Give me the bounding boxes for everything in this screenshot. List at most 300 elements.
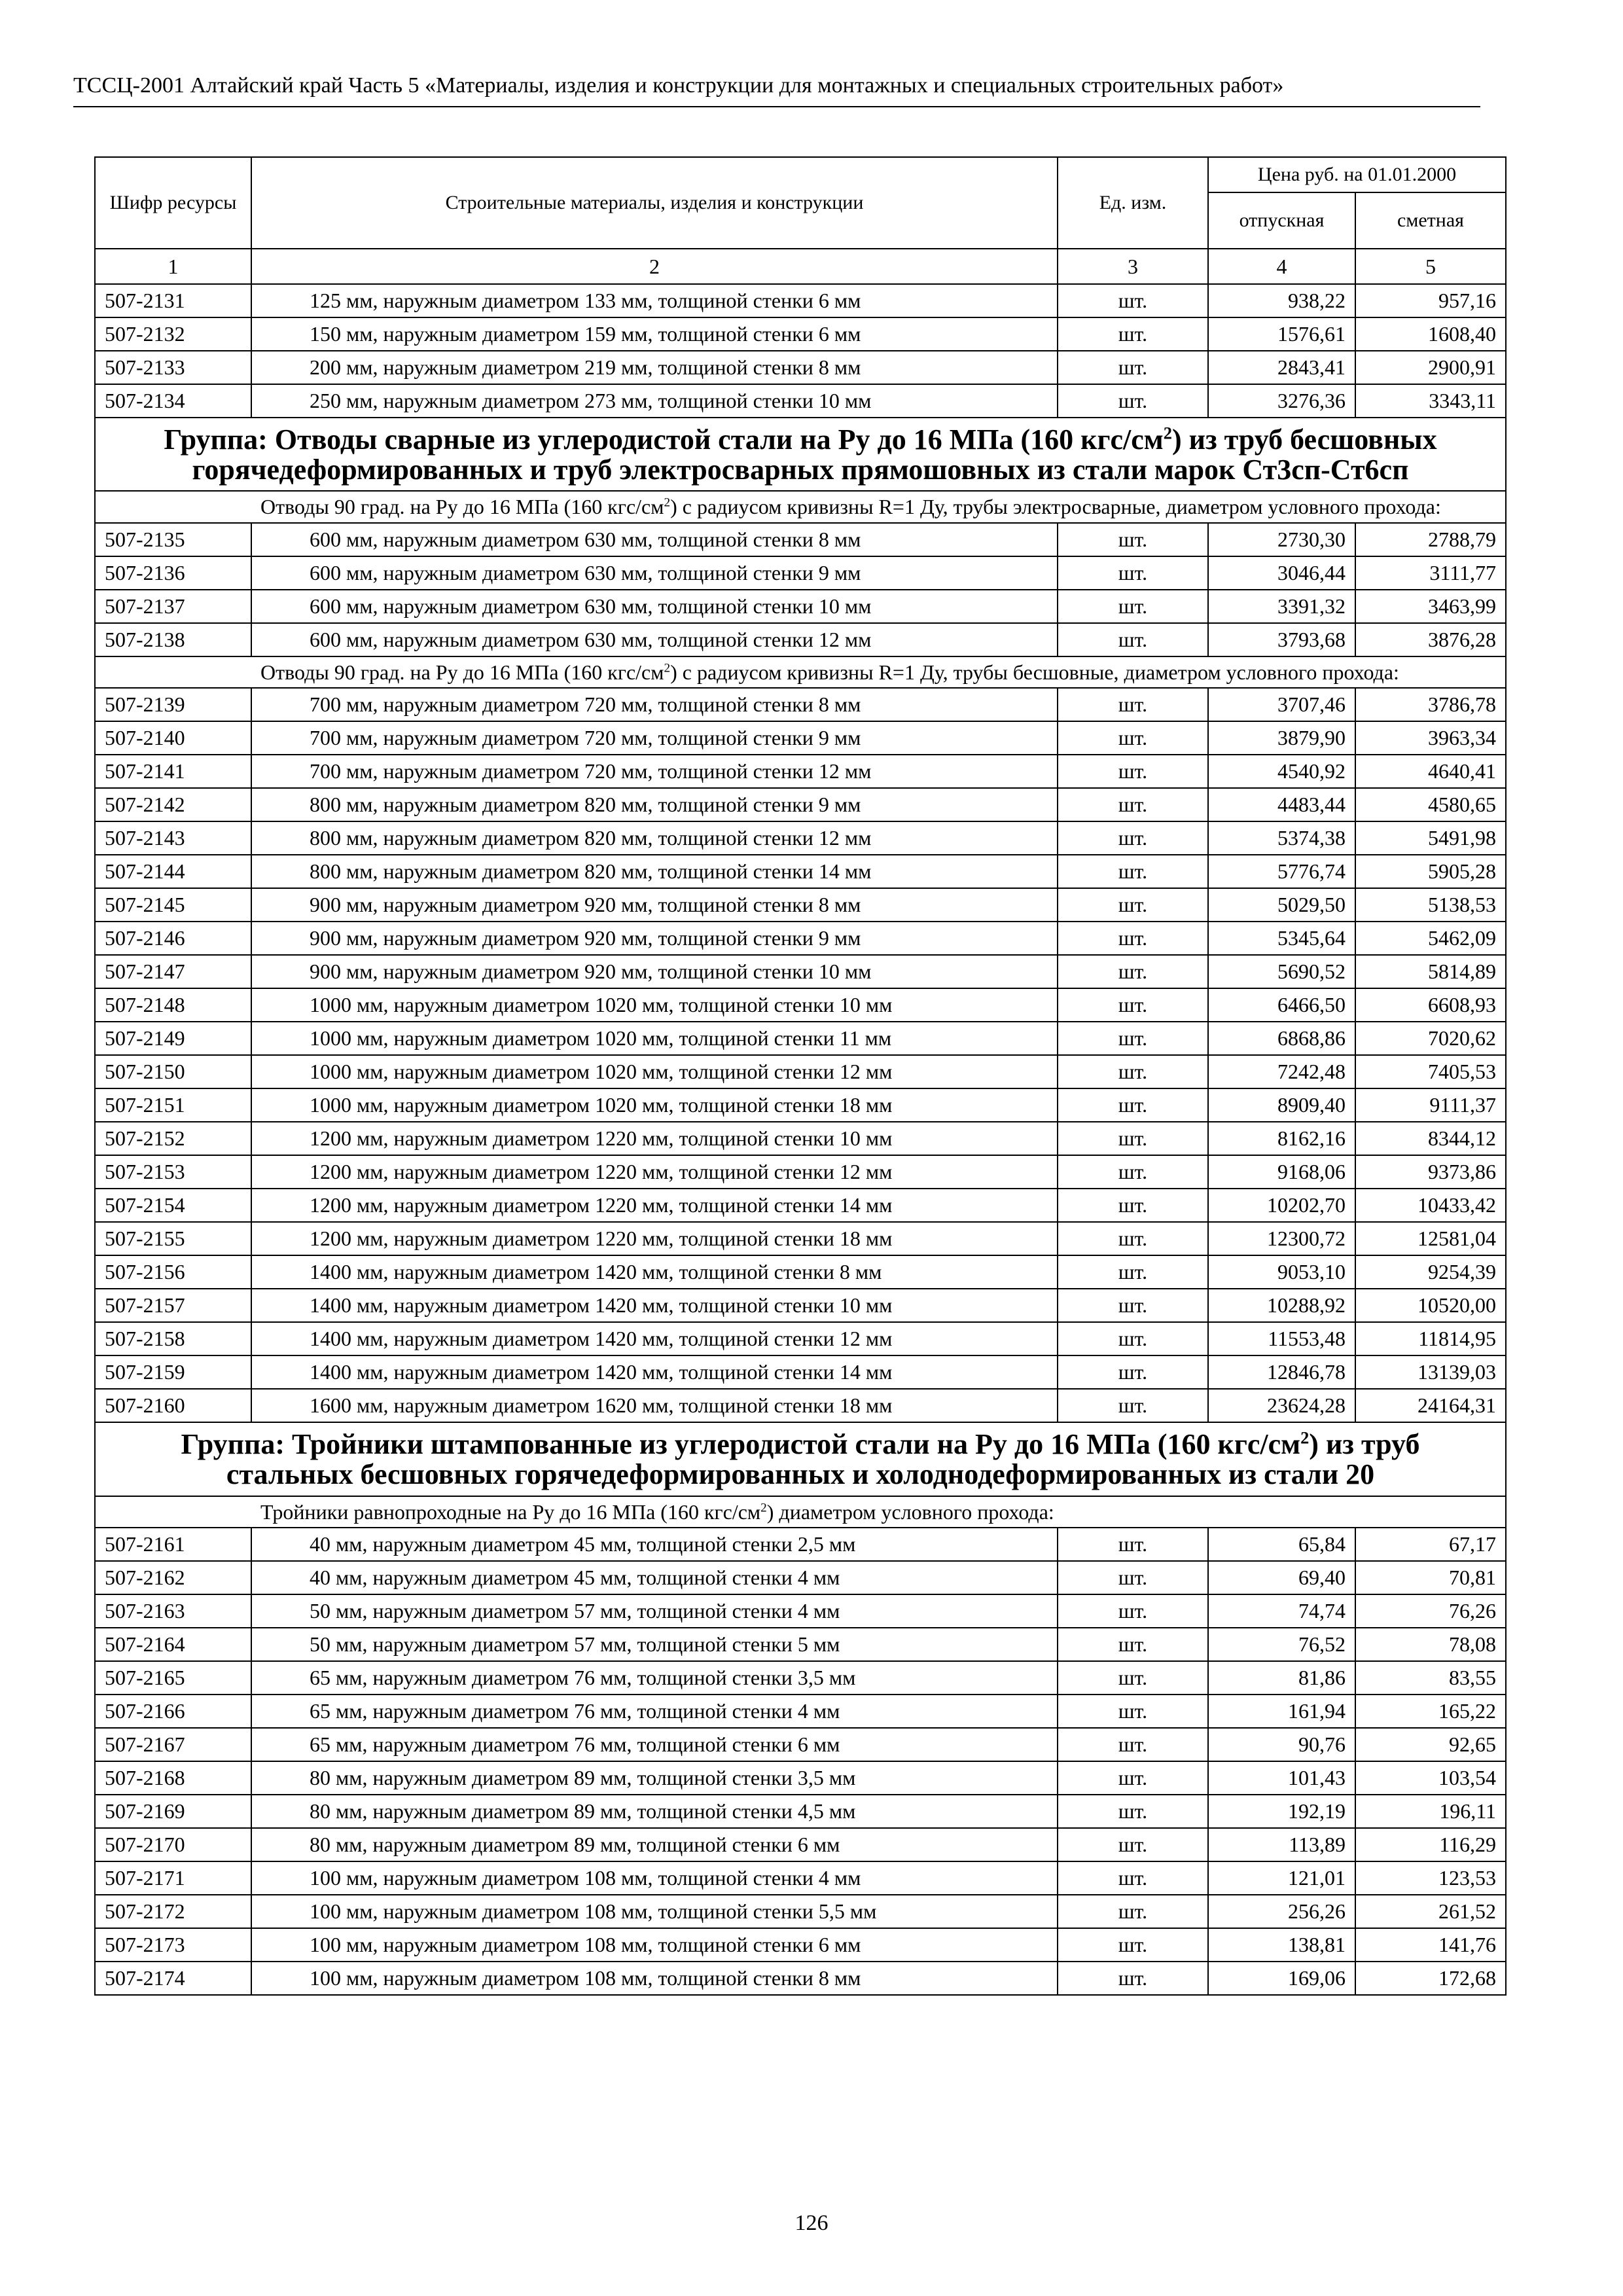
table-row — [95, 1928, 1506, 1962]
table-row — [95, 317, 1506, 351]
header-code: Шифр ресурсы — [95, 157, 251, 249]
item-description: 600 мм, наружным диаметром 630 мм, толщиной стенки 10 мм — [251, 590, 1058, 623]
table-row — [95, 1695, 1506, 1728]
price-release: 2843,41 — [1208, 351, 1355, 384]
title-text: Отводы 90 град. на Ру до 16 МПа (160 кгс/см — [260, 495, 664, 519]
item-description: 600 мм, наружным диаметром 630 мм, толщиной стенки 8 мм — [251, 523, 1058, 556]
resource-code: 507-2149 — [95, 1022, 251, 1055]
unit: шт. — [1058, 384, 1208, 418]
price-estimate: 3786,78 — [1355, 688, 1506, 721]
superscript: 2 — [1163, 423, 1172, 443]
superscript: 2 — [1300, 1427, 1310, 1448]
price-estimate: 116,29 — [1355, 1828, 1506, 1861]
price-release: 12300,72 — [1208, 1222, 1355, 1255]
resource-code: 507-2150 — [95, 1055, 251, 1088]
price-estimate: 123,53 — [1355, 1861, 1506, 1895]
price-estimate: 7405,53 — [1355, 1055, 1506, 1088]
price-estimate: 13139,03 — [1355, 1355, 1506, 1389]
title-text: ) с радиусом кривизны R=1 Ду, трубы электросварные, диаметром условного прохода: — [670, 495, 1441, 519]
table-row — [95, 1088, 1506, 1122]
price-estimate: 3343,11 — [1355, 384, 1506, 418]
table-row — [95, 623, 1506, 656]
price-release: 3879,90 — [1208, 721, 1355, 755]
unit: шт. — [1058, 1189, 1208, 1222]
item-description: 1600 мм, наружным диаметром 1620 мм, толщиной стенки 18 мм — [251, 1389, 1058, 1422]
price-release: 12846,78 — [1208, 1355, 1355, 1389]
price-release: 90,76 — [1208, 1728, 1355, 1761]
subgroup-header-row — [95, 1496, 1506, 1528]
price-release: 4540,92 — [1208, 755, 1355, 788]
price-release: 5690,52 — [1208, 955, 1355, 988]
table-row — [95, 1661, 1506, 1695]
table-row — [95, 1962, 1506, 1995]
table-row — [95, 1155, 1506, 1189]
price-release: 169,06 — [1208, 1962, 1355, 1995]
item-description: 1000 мм, наружным диаметром 1020 мм, толщиной стенки 18 мм — [251, 1088, 1058, 1122]
price-estimate: 2900,91 — [1355, 351, 1506, 384]
table-row — [95, 1628, 1506, 1661]
resource-code: 507-2139 — [95, 688, 251, 721]
resource-code: 507-2168 — [95, 1761, 251, 1795]
title-text: Группа: Отводы сварные из углеродистой стали на Ру до 16 МПа (160 кгс/см — [164, 423, 1164, 456]
resource-code: 507-2171 — [95, 1861, 251, 1895]
group-header-row — [95, 418, 1506, 491]
price-release: 6466,50 — [1208, 988, 1355, 1022]
unit: шт. — [1058, 855, 1208, 888]
unit: шт. — [1058, 1055, 1208, 1088]
header-price: Цена руб. на 01.01.2000 — [1208, 157, 1506, 192]
document-header: ТССЦ-2001 Алтайский край Часть 5 «Материалы, изделия и конструкции для монтажных и специальных строительных работ» — [73, 73, 1284, 98]
unit: шт. — [1058, 721, 1208, 755]
group-title — [95, 1422, 1506, 1496]
resource-code: 507-2158 — [95, 1322, 251, 1355]
item-description: 100 мм, наружным диаметром 108 мм, толщиной стенки 4 мм — [251, 1861, 1058, 1895]
unit: шт. — [1058, 788, 1208, 821]
price-release: 3793,68 — [1208, 623, 1355, 656]
price-release: 113,89 — [1208, 1828, 1355, 1861]
item-description: 800 мм, наружным диаметром 820 мм, толщиной стенки 12 мм — [251, 821, 1058, 855]
column-number: 2 — [251, 249, 1058, 284]
price-release: 74,74 — [1208, 1594, 1355, 1628]
unit: шт. — [1058, 1222, 1208, 1255]
resource-code: 507-2173 — [95, 1928, 251, 1962]
item-description: 125 мм, наружным диаметром 133 мм, толщиной стенки 6 мм — [251, 284, 1058, 317]
unit: шт. — [1058, 590, 1208, 623]
table-row — [95, 922, 1506, 955]
unit: шт. — [1058, 1528, 1208, 1561]
unit: шт. — [1058, 1661, 1208, 1695]
price-estimate: 957,16 — [1355, 284, 1506, 317]
price-estimate: 9254,39 — [1355, 1255, 1506, 1289]
price-release: 23624,28 — [1208, 1389, 1355, 1422]
table-row — [95, 1022, 1506, 1055]
superscript: 2 — [760, 1500, 767, 1515]
group-title — [95, 418, 1506, 491]
subgroup-header-row — [95, 656, 1506, 688]
price-release: 5776,74 — [1208, 855, 1355, 888]
unit: шт. — [1058, 556, 1208, 590]
subgroup-header-row — [95, 491, 1506, 522]
item-description: 1000 мм, наружным диаметром 1020 мм, толщиной стенки 11 мм — [251, 1022, 1058, 1055]
resource-code: 507-2134 — [95, 384, 251, 418]
table-row — [95, 1594, 1506, 1628]
unit: шт. — [1058, 821, 1208, 855]
unit: шт. — [1058, 1088, 1208, 1122]
price-table — [94, 156, 1507, 1996]
resource-code: 507-2133 — [95, 351, 251, 384]
title-text: ) из труб бесшовных горячедеформированных и труб электросварных прямошовных из стали марок Ст3сп-Ст6сп — [192, 423, 1437, 486]
subgroup-title — [251, 656, 1506, 688]
price-release: 3046,44 — [1208, 556, 1355, 590]
table-row — [95, 1895, 1506, 1928]
price-estimate: 11814,95 — [1355, 1322, 1506, 1355]
title-text: Тройники равнопроходные на Ру до 16 МПа (160 кгс/см — [260, 1499, 761, 1524]
unit: шт. — [1058, 1389, 1208, 1422]
item-description: 700 мм, наружным диаметром 720 мм, толщиной стенки 12 мм — [251, 755, 1058, 788]
item-description: 1400 мм, наружным диаметром 1420 мм, толщиной стенки 12 мм — [251, 1322, 1058, 1355]
price-estimate: 103,54 — [1355, 1761, 1506, 1795]
price-estimate: 6608,93 — [1355, 988, 1506, 1022]
price-release: 1576,61 — [1208, 317, 1355, 351]
price-estimate: 8344,12 — [1355, 1122, 1506, 1155]
unit: шт. — [1058, 755, 1208, 788]
unit: шт. — [1058, 1928, 1208, 1962]
item-description: 1000 мм, наружным диаметром 1020 мм, толщиной стенки 12 мм — [251, 1055, 1058, 1088]
item-description: 50 мм, наружным диаметром 57 мм, толщиной стенки 5 мм — [251, 1628, 1058, 1661]
price-release: 11553,48 — [1208, 1322, 1355, 1355]
column-number: 3 — [1058, 249, 1208, 284]
table-row — [95, 1322, 1506, 1355]
column-number: 4 — [1208, 249, 1355, 284]
item-description: 900 мм, наружным диаметром 920 мм, толщиной стенки 10 мм — [251, 955, 1058, 988]
title-text: ) из труб стальных бесшовных горячедеформированных и холоднодеформированных из стали 20 — [226, 1428, 1420, 1491]
group-header-row — [95, 1422, 1506, 1496]
unit: шт. — [1058, 1962, 1208, 1995]
resource-code: 507-2154 — [95, 1189, 251, 1222]
item-description: 65 мм, наружным диаметром 76 мм, толщиной стенки 4 мм — [251, 1695, 1058, 1728]
table-row — [95, 1355, 1506, 1389]
table-row — [95, 556, 1506, 590]
table-row — [95, 1222, 1506, 1255]
price-release: 5345,64 — [1208, 922, 1355, 955]
title-text: Группа: Тройники штампованные из углеродистой стали на Ру до 16 МПа (160 кгс/см — [181, 1428, 1301, 1461]
price-release: 938,22 — [1208, 284, 1355, 317]
table-row — [95, 351, 1506, 384]
unit: шт. — [1058, 1255, 1208, 1289]
unit: шт. — [1058, 1122, 1208, 1155]
header-divider — [73, 106, 1480, 107]
unit: шт. — [1058, 1828, 1208, 1861]
header-name: Строительные материалы, изделия и конструкции — [251, 157, 1058, 249]
unit: шт. — [1058, 1594, 1208, 1628]
item-description: 1400 мм, наружным диаметром 1420 мм, толщиной стенки 14 мм — [251, 1355, 1058, 1389]
item-description: 65 мм, наружным диаметром 76 мм, толщиной стенки 6 мм — [251, 1728, 1058, 1761]
price-estimate: 9111,37 — [1355, 1088, 1506, 1122]
column-number: 1 — [95, 249, 251, 284]
resource-code: 507-2153 — [95, 1155, 251, 1189]
resource-code: 507-2135 — [95, 523, 251, 556]
table-body — [95, 284, 1506, 1995]
unit: шт. — [1058, 351, 1208, 384]
item-description: 1200 мм, наружным диаметром 1220 мм, толщиной стенки 10 мм — [251, 1122, 1058, 1155]
price-estimate: 5462,09 — [1355, 922, 1506, 955]
resource-code: 507-2137 — [95, 590, 251, 623]
price-release: 81,86 — [1208, 1661, 1355, 1695]
resource-code: 507-2170 — [95, 1828, 251, 1861]
price-estimate: 67,17 — [1355, 1528, 1506, 1561]
superscript: 2 — [664, 661, 671, 675]
table-row — [95, 888, 1506, 922]
table-row — [95, 284, 1506, 317]
price-release: 76,52 — [1208, 1628, 1355, 1661]
table-row — [95, 1795, 1506, 1828]
unit: шт. — [1058, 1628, 1208, 1661]
resource-code: 507-2152 — [95, 1122, 251, 1155]
item-description: 80 мм, наружным диаметром 89 мм, толщиной стенки 3,5 мм — [251, 1761, 1058, 1795]
price-release: 138,81 — [1208, 1928, 1355, 1962]
table-row — [95, 1561, 1506, 1594]
item-description: 1400 мм, наружным диаметром 1420 мм, толщиной стенки 8 мм — [251, 1255, 1058, 1289]
resource-code: 507-2146 — [95, 922, 251, 955]
price-estimate: 5138,53 — [1355, 888, 1506, 922]
table-row — [95, 1389, 1506, 1422]
item-description: 1000 мм, наружным диаметром 1020 мм, толщиной стенки 10 мм — [251, 988, 1058, 1022]
price-estimate: 78,08 — [1355, 1628, 1506, 1661]
item-description: 1200 мм, наружным диаметром 1220 мм, толщиной стенки 12 мм — [251, 1155, 1058, 1189]
price-estimate: 3876,28 — [1355, 623, 1506, 656]
column-number: 5 — [1355, 249, 1506, 284]
table-row — [95, 855, 1506, 888]
table-row — [95, 1861, 1506, 1895]
item-description: 200 мм, наружным диаметром 219 мм, толщиной стенки 8 мм — [251, 351, 1058, 384]
item-description: 50 мм, наружным диаметром 57 мм, толщиной стенки 4 мм — [251, 1594, 1058, 1628]
item-description: 800 мм, наружным диаметром 820 мм, толщиной стенки 14 мм — [251, 855, 1058, 888]
unit: шт. — [1058, 623, 1208, 656]
price-estimate: 261,52 — [1355, 1895, 1506, 1928]
price-estimate: 5905,28 — [1355, 855, 1506, 888]
price-estimate: 172,68 — [1355, 1962, 1506, 1995]
resource-code: 507-2169 — [95, 1795, 251, 1828]
price-release: 8909,40 — [1208, 1088, 1355, 1122]
price-release: 7242,48 — [1208, 1055, 1355, 1088]
price-estimate: 92,65 — [1355, 1728, 1506, 1761]
item-description: 1200 мм, наружным диаметром 1220 мм, толщиной стенки 14 мм — [251, 1189, 1058, 1222]
resource-code: 507-2157 — [95, 1289, 251, 1322]
item-description: 600 мм, наружным диаметром 630 мм, толщиной стенки 9 мм — [251, 556, 1058, 590]
resource-code: 507-2141 — [95, 755, 251, 788]
price-release: 256,26 — [1208, 1895, 1355, 1928]
table-row — [95, 788, 1506, 821]
unit: шт. — [1058, 1861, 1208, 1895]
resource-code: 507-2160 — [95, 1389, 251, 1422]
resource-code: 507-2132 — [95, 317, 251, 351]
unit: шт. — [1058, 1322, 1208, 1355]
unit: шт. — [1058, 988, 1208, 1022]
price-release: 3391,32 — [1208, 590, 1355, 623]
unit: шт. — [1058, 1728, 1208, 1761]
price-estimate: 4580,65 — [1355, 788, 1506, 821]
unit: шт. — [1058, 955, 1208, 988]
price-release: 5029,50 — [1208, 888, 1355, 922]
table-row — [95, 523, 1506, 556]
price-estimate: 10520,00 — [1355, 1289, 1506, 1322]
unit: шт. — [1058, 317, 1208, 351]
resource-code: 507-2148 — [95, 988, 251, 1022]
resource-code: 507-2155 — [95, 1222, 251, 1255]
price-release: 65,84 — [1208, 1528, 1355, 1561]
table-row — [95, 721, 1506, 755]
table-row — [95, 1055, 1506, 1088]
price-release: 10202,70 — [1208, 1189, 1355, 1222]
table-row — [95, 1828, 1506, 1861]
resource-code: 507-2151 — [95, 1088, 251, 1122]
resource-code: 507-2166 — [95, 1695, 251, 1728]
table-row — [95, 688, 1506, 721]
resource-code: 507-2161 — [95, 1528, 251, 1561]
price-estimate: 12581,04 — [1355, 1222, 1506, 1255]
resource-code: 507-2147 — [95, 955, 251, 988]
price-estimate: 5814,89 — [1355, 955, 1506, 988]
item-description: 900 мм, наружным диаметром 920 мм, толщиной стенки 9 мм — [251, 922, 1058, 955]
price-estimate: 7020,62 — [1355, 1022, 1506, 1055]
empty-code-cell — [95, 1496, 251, 1528]
unit: шт. — [1058, 1022, 1208, 1055]
header-price-release: отпускная — [1208, 192, 1355, 249]
item-description: 1200 мм, наружным диаметром 1220 мм, толщиной стенки 18 мм — [251, 1222, 1058, 1255]
title-text: ) диаметром условного прохода: — [766, 1499, 1054, 1524]
table-row — [95, 1189, 1506, 1222]
resource-code: 507-2131 — [95, 284, 251, 317]
item-description: 250 мм, наружным диаметром 273 мм, толщиной стенки 10 мм — [251, 384, 1058, 418]
price-estimate: 76,26 — [1355, 1594, 1506, 1628]
price-estimate: 10433,42 — [1355, 1189, 1506, 1222]
resource-code: 507-2174 — [95, 1962, 251, 1995]
unit: шт. — [1058, 1355, 1208, 1389]
price-release: 5374,38 — [1208, 821, 1355, 855]
table-row — [95, 1528, 1506, 1561]
table-row — [95, 590, 1506, 623]
item-description: 800 мм, наружным диаметром 820 мм, толщиной стенки 9 мм — [251, 788, 1058, 821]
price-estimate: 3963,34 — [1355, 721, 1506, 755]
header-unit: Ед. изм. — [1058, 157, 1208, 249]
price-estimate: 196,11 — [1355, 1795, 1506, 1828]
resource-code: 507-2144 — [95, 855, 251, 888]
item-description: 80 мм, наружным диаметром 89 мм, толщиной стенки 4,5 мм — [251, 1795, 1058, 1828]
resource-code: 507-2138 — [95, 623, 251, 656]
unit: шт. — [1058, 1795, 1208, 1828]
unit: шт. — [1058, 688, 1208, 721]
price-release: 4483,44 — [1208, 788, 1355, 821]
superscript: 2 — [664, 495, 671, 510]
table-row — [95, 955, 1506, 988]
price-release: 161,94 — [1208, 1695, 1355, 1728]
item-description: 100 мм, наружным диаметром 108 мм, толщиной стенки 5,5 мм — [251, 1895, 1058, 1928]
table-row — [95, 1728, 1506, 1761]
resource-code: 507-2172 — [95, 1895, 251, 1928]
resource-code: 507-2156 — [95, 1255, 251, 1289]
unit: шт. — [1058, 1895, 1208, 1928]
title-text: Отводы 90 град. на Ру до 16 МПа (160 кгс/см — [260, 660, 664, 684]
price-release: 10288,92 — [1208, 1289, 1355, 1322]
unit: шт. — [1058, 1155, 1208, 1189]
page-number: 126 — [794, 2211, 829, 2235]
item-description: 900 мм, наружным диаметром 920 мм, толщиной стенки 8 мм — [251, 888, 1058, 922]
resource-code: 507-2136 — [95, 556, 251, 590]
resource-code: 507-2164 — [95, 1628, 251, 1661]
price-estimate: 2788,79 — [1355, 523, 1506, 556]
subgroup-title — [251, 491, 1506, 522]
resource-code: 507-2159 — [95, 1355, 251, 1389]
title-text: ) с радиусом кривизны R=1 Ду, трубы бесшовные, диаметром условного прохода: — [670, 660, 1399, 684]
table-row — [95, 988, 1506, 1022]
table-row — [95, 755, 1506, 788]
item-description: 100 мм, наружным диаметром 108 мм, толщиной стенки 8 мм — [251, 1962, 1058, 1995]
subgroup-title — [251, 1496, 1506, 1528]
resource-code: 507-2143 — [95, 821, 251, 855]
price-release: 192,19 — [1208, 1795, 1355, 1828]
resource-code: 507-2162 — [95, 1561, 251, 1594]
resource-code: 507-2145 — [95, 888, 251, 922]
price-estimate: 165,22 — [1355, 1695, 1506, 1728]
item-description: 65 мм, наружным диаметром 76 мм, толщиной стенки 3,5 мм — [251, 1661, 1058, 1695]
price-release: 6868,86 — [1208, 1022, 1355, 1055]
price-release: 101,43 — [1208, 1761, 1355, 1795]
item-description: 700 мм, наружным диаметром 720 мм, толщиной стенки 8 мм — [251, 688, 1058, 721]
price-estimate: 5491,98 — [1355, 821, 1506, 855]
item-description: 1400 мм, наружным диаметром 1420 мм, толщиной стенки 10 мм — [251, 1289, 1058, 1322]
resource-code: 507-2165 — [95, 1661, 251, 1695]
table-row — [95, 1761, 1506, 1795]
resource-code: 507-2140 — [95, 721, 251, 755]
price-estimate: 9373,86 — [1355, 1155, 1506, 1189]
price-estimate: 83,55 — [1355, 1661, 1506, 1695]
unit: шт. — [1058, 284, 1208, 317]
price-release: 9053,10 — [1208, 1255, 1355, 1289]
empty-code-cell — [95, 656, 251, 688]
price-release: 3276,36 — [1208, 384, 1355, 418]
unit: шт. — [1058, 1561, 1208, 1594]
table-row — [95, 1122, 1506, 1155]
unit: шт. — [1058, 1289, 1208, 1322]
item-description: 80 мм, наружным диаметром 89 мм, толщиной стенки 6 мм — [251, 1828, 1058, 1861]
unit: шт. — [1058, 1761, 1208, 1795]
price-release: 9168,06 — [1208, 1155, 1355, 1189]
resource-code: 507-2142 — [95, 788, 251, 821]
table-row — [95, 384, 1506, 418]
table-row — [95, 1289, 1506, 1322]
price-estimate: 70,81 — [1355, 1561, 1506, 1594]
price-estimate: 24164,31 — [1355, 1389, 1506, 1422]
item-description: 150 мм, наружным диаметром 159 мм, толщиной стенки 6 мм — [251, 317, 1058, 351]
empty-code-cell — [95, 491, 251, 522]
item-description: 100 мм, наружным диаметром 108 мм, толщиной стенки 6 мм — [251, 1928, 1058, 1962]
table-row — [95, 1255, 1506, 1289]
item-description: 600 мм, наружным диаметром 630 мм, толщиной стенки 12 мм — [251, 623, 1058, 656]
price-estimate: 141,76 — [1355, 1928, 1506, 1962]
price-release: 3707,46 — [1208, 688, 1355, 721]
item-description: 40 мм, наружным диаметром 45 мм, толщиной стенки 2,5 мм — [251, 1528, 1058, 1561]
unit: шт. — [1058, 888, 1208, 922]
price-release: 8162,16 — [1208, 1122, 1355, 1155]
price-estimate: 4640,41 — [1355, 755, 1506, 788]
unit: шт. — [1058, 922, 1208, 955]
unit: шт. — [1058, 523, 1208, 556]
item-description: 40 мм, наружным диаметром 45 мм, толщиной стенки 4 мм — [251, 1561, 1058, 1594]
price-estimate: 3111,77 — [1355, 556, 1506, 590]
price-release: 2730,30 — [1208, 523, 1355, 556]
table-row — [95, 821, 1506, 855]
header-price-estimate: сметная — [1355, 192, 1506, 249]
